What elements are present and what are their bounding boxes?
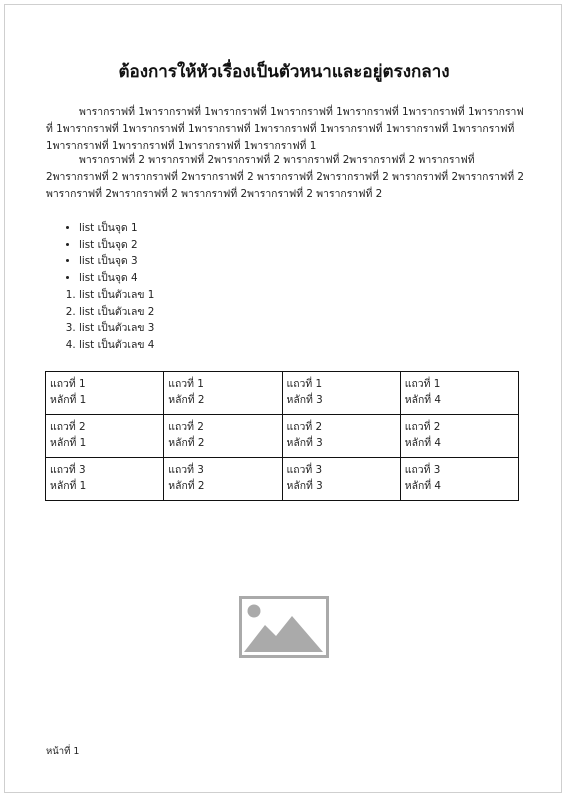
table-cell	[282, 372, 400, 415]
table-row	[46, 415, 519, 458]
table-cell	[400, 458, 518, 501]
cell-row-label: แถวที่ 2	[404, 421, 441, 433]
cell-col-label: หลักที่ 2	[168, 480, 205, 492]
cell-col-label: หลักที่ 3	[286, 437, 323, 449]
cell-col-label: หลักที่ 3	[286, 394, 323, 406]
cell-col-label: หลักที่ 3	[286, 480, 323, 492]
bullet-list-item: • list เป็นจุด 3	[79, 253, 346, 270]
cell-row-label: แถวที่ 1	[286, 378, 323, 390]
table-cell	[46, 415, 164, 458]
bullet-list-item: • list เป็นจุด 4	[79, 270, 346, 287]
cell-row-label: แถวที่ 1	[404, 378, 441, 390]
cell-row-label: แถวที่ 3	[50, 464, 86, 476]
data-table	[45, 371, 519, 501]
table-cell	[164, 458, 282, 501]
table-row	[46, 458, 519, 501]
bullet-list-item: • list เป็นจุด 1	[79, 220, 346, 237]
cell-col-label: หลักที่ 1	[50, 394, 87, 406]
cell-row-label: แถวที่ 2	[286, 421, 323, 433]
cell-col-label: หลักที่ 1	[50, 480, 87, 492]
lists-section	[46, 220, 346, 354]
paragraph-1: พารากราฟที่ 1พารากราฟที่ 1พารากราฟที่ 1พารากราฟที่ 1พารากราฟที่ 1พารากราฟที่ 1พารากราฟที่ 1พารากราฟที่ 1พารากราฟที่ 1พารากราฟที่ 1พารากราฟที่ 1พารากราฟที่ 1พารากราฟที่ 1พารากราฟที่ 1พารากราฟที่ 1พารากราฟที่ 1พารากราฟที่ 1พารากราฟที่ 1	[46, 106, 524, 152]
cell-col-label: หลักที่ 1	[50, 437, 87, 449]
cell-col-label: หลักที่ 4	[404, 394, 442, 406]
cell-col-label: หลักที่ 2	[168, 394, 205, 406]
cell-col-label: หลักที่ 4	[404, 480, 442, 492]
table-cell	[46, 372, 164, 415]
cell-row-label: แถวที่ 1	[168, 378, 204, 390]
table-cell	[400, 372, 518, 415]
cell-col-label: หลักที่ 4	[404, 437, 442, 449]
cell-row-label: แถวที่ 3	[286, 464, 323, 476]
document-title: ต้องการให้หัวเรื่องเป็นตัวหนาและอยู่ตรงกลาง	[118, 62, 450, 82]
page-number: หน้าที่ 1	[46, 746, 80, 757]
numbered-list	[46, 287, 346, 354]
bullet-list	[46, 220, 346, 287]
bullet-list-item: • list เป็นจุด 2	[79, 237, 346, 254]
table-row	[46, 372, 519, 415]
table-cell	[282, 415, 400, 458]
table-cell	[164, 415, 282, 458]
numbered-list-item: 4. list เป็นตัวเลข 4	[79, 337, 346, 354]
cell-row-label: แถวที่ 3	[168, 464, 204, 476]
table-cell	[164, 372, 282, 415]
table-cell	[282, 458, 400, 501]
cell-col-label: หลักที่ 2	[168, 437, 205, 449]
cell-row-label: แถวที่ 2	[50, 421, 86, 433]
numbered-list-item: 1. list เป็นตัวเลข 1	[79, 287, 346, 304]
table-cell	[400, 415, 518, 458]
numbered-list-item: 3. list เป็นตัวเลข 3	[79, 320, 346, 337]
paragraph-2: พารากราฟที่ 2 พารากราฟที่ 2พารากราฟที่ 2 พารากราฟที่ 2พารากราฟที่ 2 พารากราฟที่ 2พารากราฟที่ 2 พารากราฟที่ 2พารากราฟที่ 2 พารากราฟที่ 2พารากราฟที่ 2 พารากราฟที่ 2พารากราฟที่ 2 พารากราฟที่ 2พารากราฟที่ 2 พารากราฟที่ 2พารากราฟที่ 2 พารากราฟที่ 2	[46, 154, 524, 200]
cell-row-label: แถวที่ 3	[404, 464, 441, 476]
image-placeholder-icon	[239, 596, 329, 658]
cell-row-label: แถวที่ 1	[50, 378, 86, 390]
table-cell	[46, 458, 164, 501]
cell-row-label: แถวที่ 2	[168, 421, 204, 433]
numbered-list-item: 2. list เป็นตัวเลข 2	[79, 304, 346, 321]
